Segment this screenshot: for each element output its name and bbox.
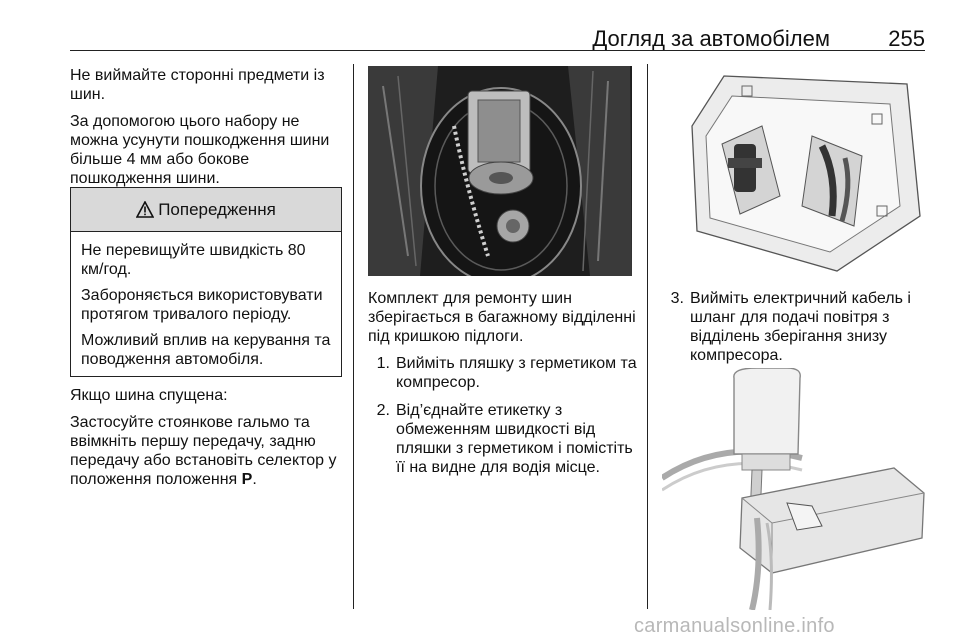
steps-list-middle: [368, 354, 640, 477]
paragraph-kit-limits: За допомогою цього набору не можна усунути пошкодження шини більше 4 мм або бокове пошкодження шини.: [70, 113, 330, 187]
page-title: Догляд за автомобілем: [592, 26, 830, 51]
step-text: Вийміть електричний кабель і шланг для подачі повітря з відділень зберігання знизу компресора.: [690, 290, 911, 364]
step-item: [368, 401, 640, 477]
trunk-kit-illustration: [368, 66, 632, 276]
parking-text: Застосуйте стоянкове гальмо та ввімкніть першу передачу, задню передачу або встановіть селектор у положення положення: [70, 414, 337, 488]
warning-duration: Забороняється використовувати протягом тривалого періоду.: [81, 287, 323, 323]
page-number: 255: [888, 26, 925, 51]
steps-list-right: [662, 289, 924, 365]
right-column-text: [662, 289, 924, 374]
left-column-top: [70, 66, 345, 196]
step-item: [368, 354, 640, 392]
paragraph-foreign-objects: Не виймайте сторонні предмети із шин.: [70, 67, 325, 103]
page-header: [70, 22, 925, 50]
warning-box: [70, 187, 342, 377]
kit-storage-caption: Комплект для ремонту шин зберігається в багажному відділенні під кришкою підлоги.: [368, 290, 636, 345]
gear-selector-p: P: [241, 471, 253, 488]
watermark: carmanualsonline.info: [634, 615, 835, 637]
column-divider-right: [647, 64, 648, 609]
sealant-compressor-illustration: [662, 368, 927, 610]
step-text: Вийміть пляшку з герметиком та компресор.: [396, 355, 637, 391]
parking-end: .: [252, 471, 257, 488]
left-column-bottom: [70, 386, 348, 497]
step-number: 1.: [376, 355, 390, 372]
step-number: 2.: [376, 402, 390, 419]
warning-speed-limit: Не перевищуйте швидкість 80 км/год.: [81, 242, 306, 278]
warning-heading: [71, 188, 341, 232]
header-rule: [70, 50, 925, 51]
middle-column-text: [368, 289, 640, 486]
warning-triangle-icon: [136, 201, 154, 218]
paragraph-if-flat: Якщо шина спущена:: [70, 387, 228, 404]
warning-heading-text: Попередження: [158, 199, 276, 219]
step-text: Від’єднайте етикетку з обмеженням швидкості від пляшки з герметиком і помістіть її на видне для водія місце.: [396, 402, 633, 476]
warning-body: [71, 232, 341, 369]
warning-handling: Можливий вплив на керування та поводження автомобіля.: [81, 332, 331, 368]
column-divider-left: [353, 64, 354, 609]
step-number: 3.: [670, 290, 684, 307]
paragraph-parking-instructions: [70, 413, 348, 489]
compressor-underside-illustration: [662, 66, 927, 276]
step-item: [662, 289, 924, 365]
